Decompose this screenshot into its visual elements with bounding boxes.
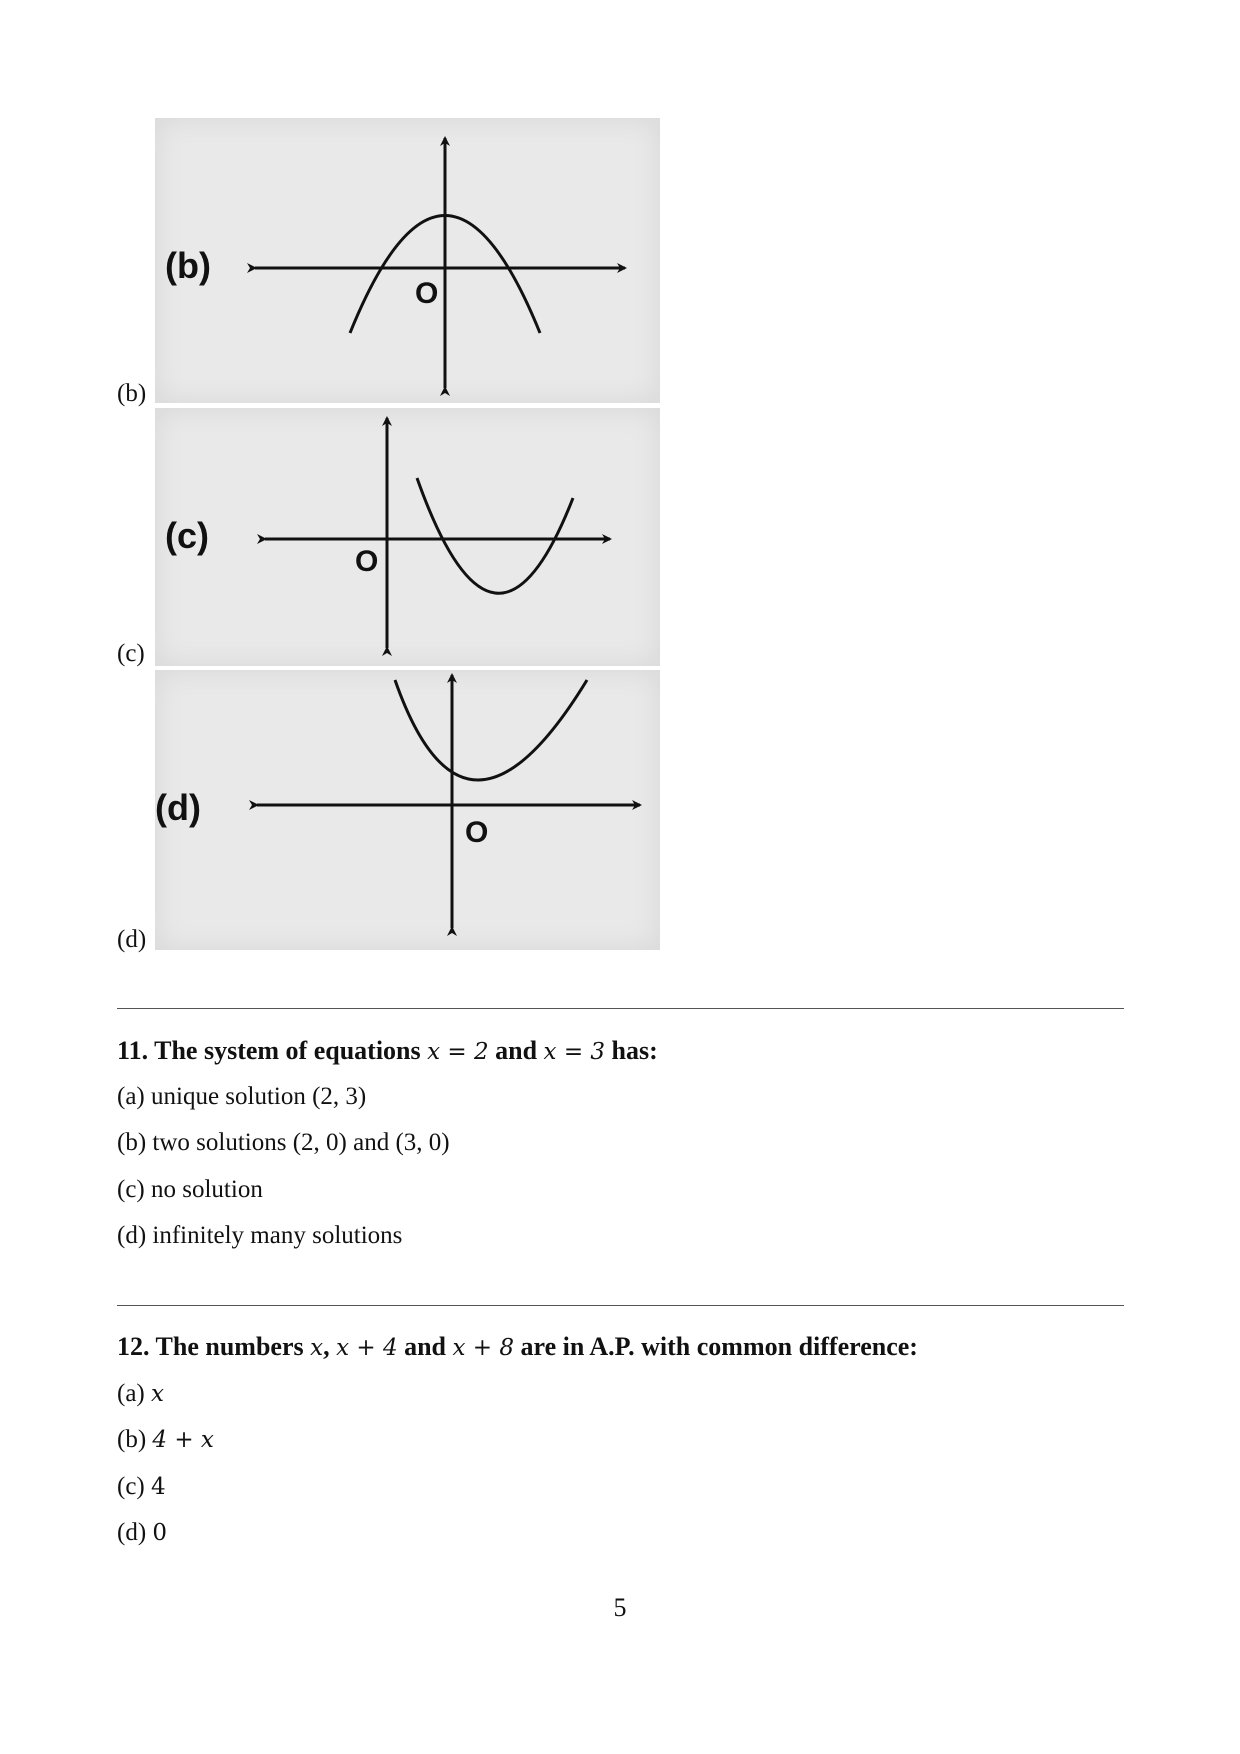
option-value: 0 <box>152 1520 168 1546</box>
graph-option-c <box>155 408 660 666</box>
q11-option-a: (a) unique solution (2, 3) <box>117 1083 367 1110</box>
divider <box>117 1008 1124 1009</box>
graph-option-d <box>155 670 660 950</box>
graph-b-inner-label: (b) <box>165 245 211 286</box>
question-number: 11. <box>117 1036 149 1065</box>
option-label-b: (b) <box>117 380 147 407</box>
question-text: The system of equations <box>154 1036 421 1065</box>
option-value: x <box>151 1381 164 1407</box>
q11-option-b: (b) two solutions (2, 0) and (3, 0) <box>117 1129 450 1156</box>
question-11 <box>117 1036 658 1066</box>
question-12: 12. The numbers x, x + 4 and x + 8 are in A.P. with common difference: <box>117 1332 918 1361</box>
q12-option-b <box>117 1426 214 1454</box>
graph-d-origin-label: O <box>465 816 489 849</box>
question-text: and <box>404 1332 447 1361</box>
divider <box>117 1305 1124 1306</box>
q11-option-d: (d) infinitely many solutions <box>117 1222 403 1249</box>
math-term: x + 4 <box>336 1335 398 1361</box>
q12-option-d <box>117 1519 167 1547</box>
option-value: 4 <box>151 1474 166 1500</box>
option-label-c: (c) <box>117 640 145 667</box>
graph-c-figure <box>155 408 660 666</box>
equation: x = 2 <box>427 1039 489 1065</box>
graph-d-figure <box>155 670 660 950</box>
question-text: The numbers <box>155 1332 304 1361</box>
equation: x = 3 <box>543 1039 606 1065</box>
option-prefix: (c) <box>117 1473 145 1500</box>
option-prefix: (a) <box>117 1380 145 1407</box>
graph-b-origin-label: O <box>415 277 439 310</box>
q12-option-a <box>117 1380 164 1408</box>
question-text: has: <box>611 1036 658 1065</box>
question-text: and <box>495 1036 538 1065</box>
option-label-d: (d) <box>117 926 147 953</box>
page-number: 5 <box>613 1593 627 1622</box>
math-term: x <box>310 1335 324 1361</box>
question-text: are in A.P. with common difference: <box>520 1332 918 1361</box>
graph-c-origin-label: O <box>355 545 379 578</box>
math-term: x + 8 <box>452 1335 515 1361</box>
q11-option-c: (c) no solution <box>117 1176 263 1203</box>
option-value: 4 + x <box>152 1427 214 1453</box>
graph-c-inner-label: (c) <box>165 515 209 556</box>
q12-option-c <box>117 1473 166 1501</box>
graph-b-figure <box>155 118 660 403</box>
graph-d-inner-label: (d) <box>155 787 201 828</box>
option-prefix: (d) <box>117 1519 147 1546</box>
option-prefix: (b) <box>117 1426 147 1453</box>
graph-option-b <box>155 118 660 403</box>
question-number: 12. <box>117 1332 150 1361</box>
